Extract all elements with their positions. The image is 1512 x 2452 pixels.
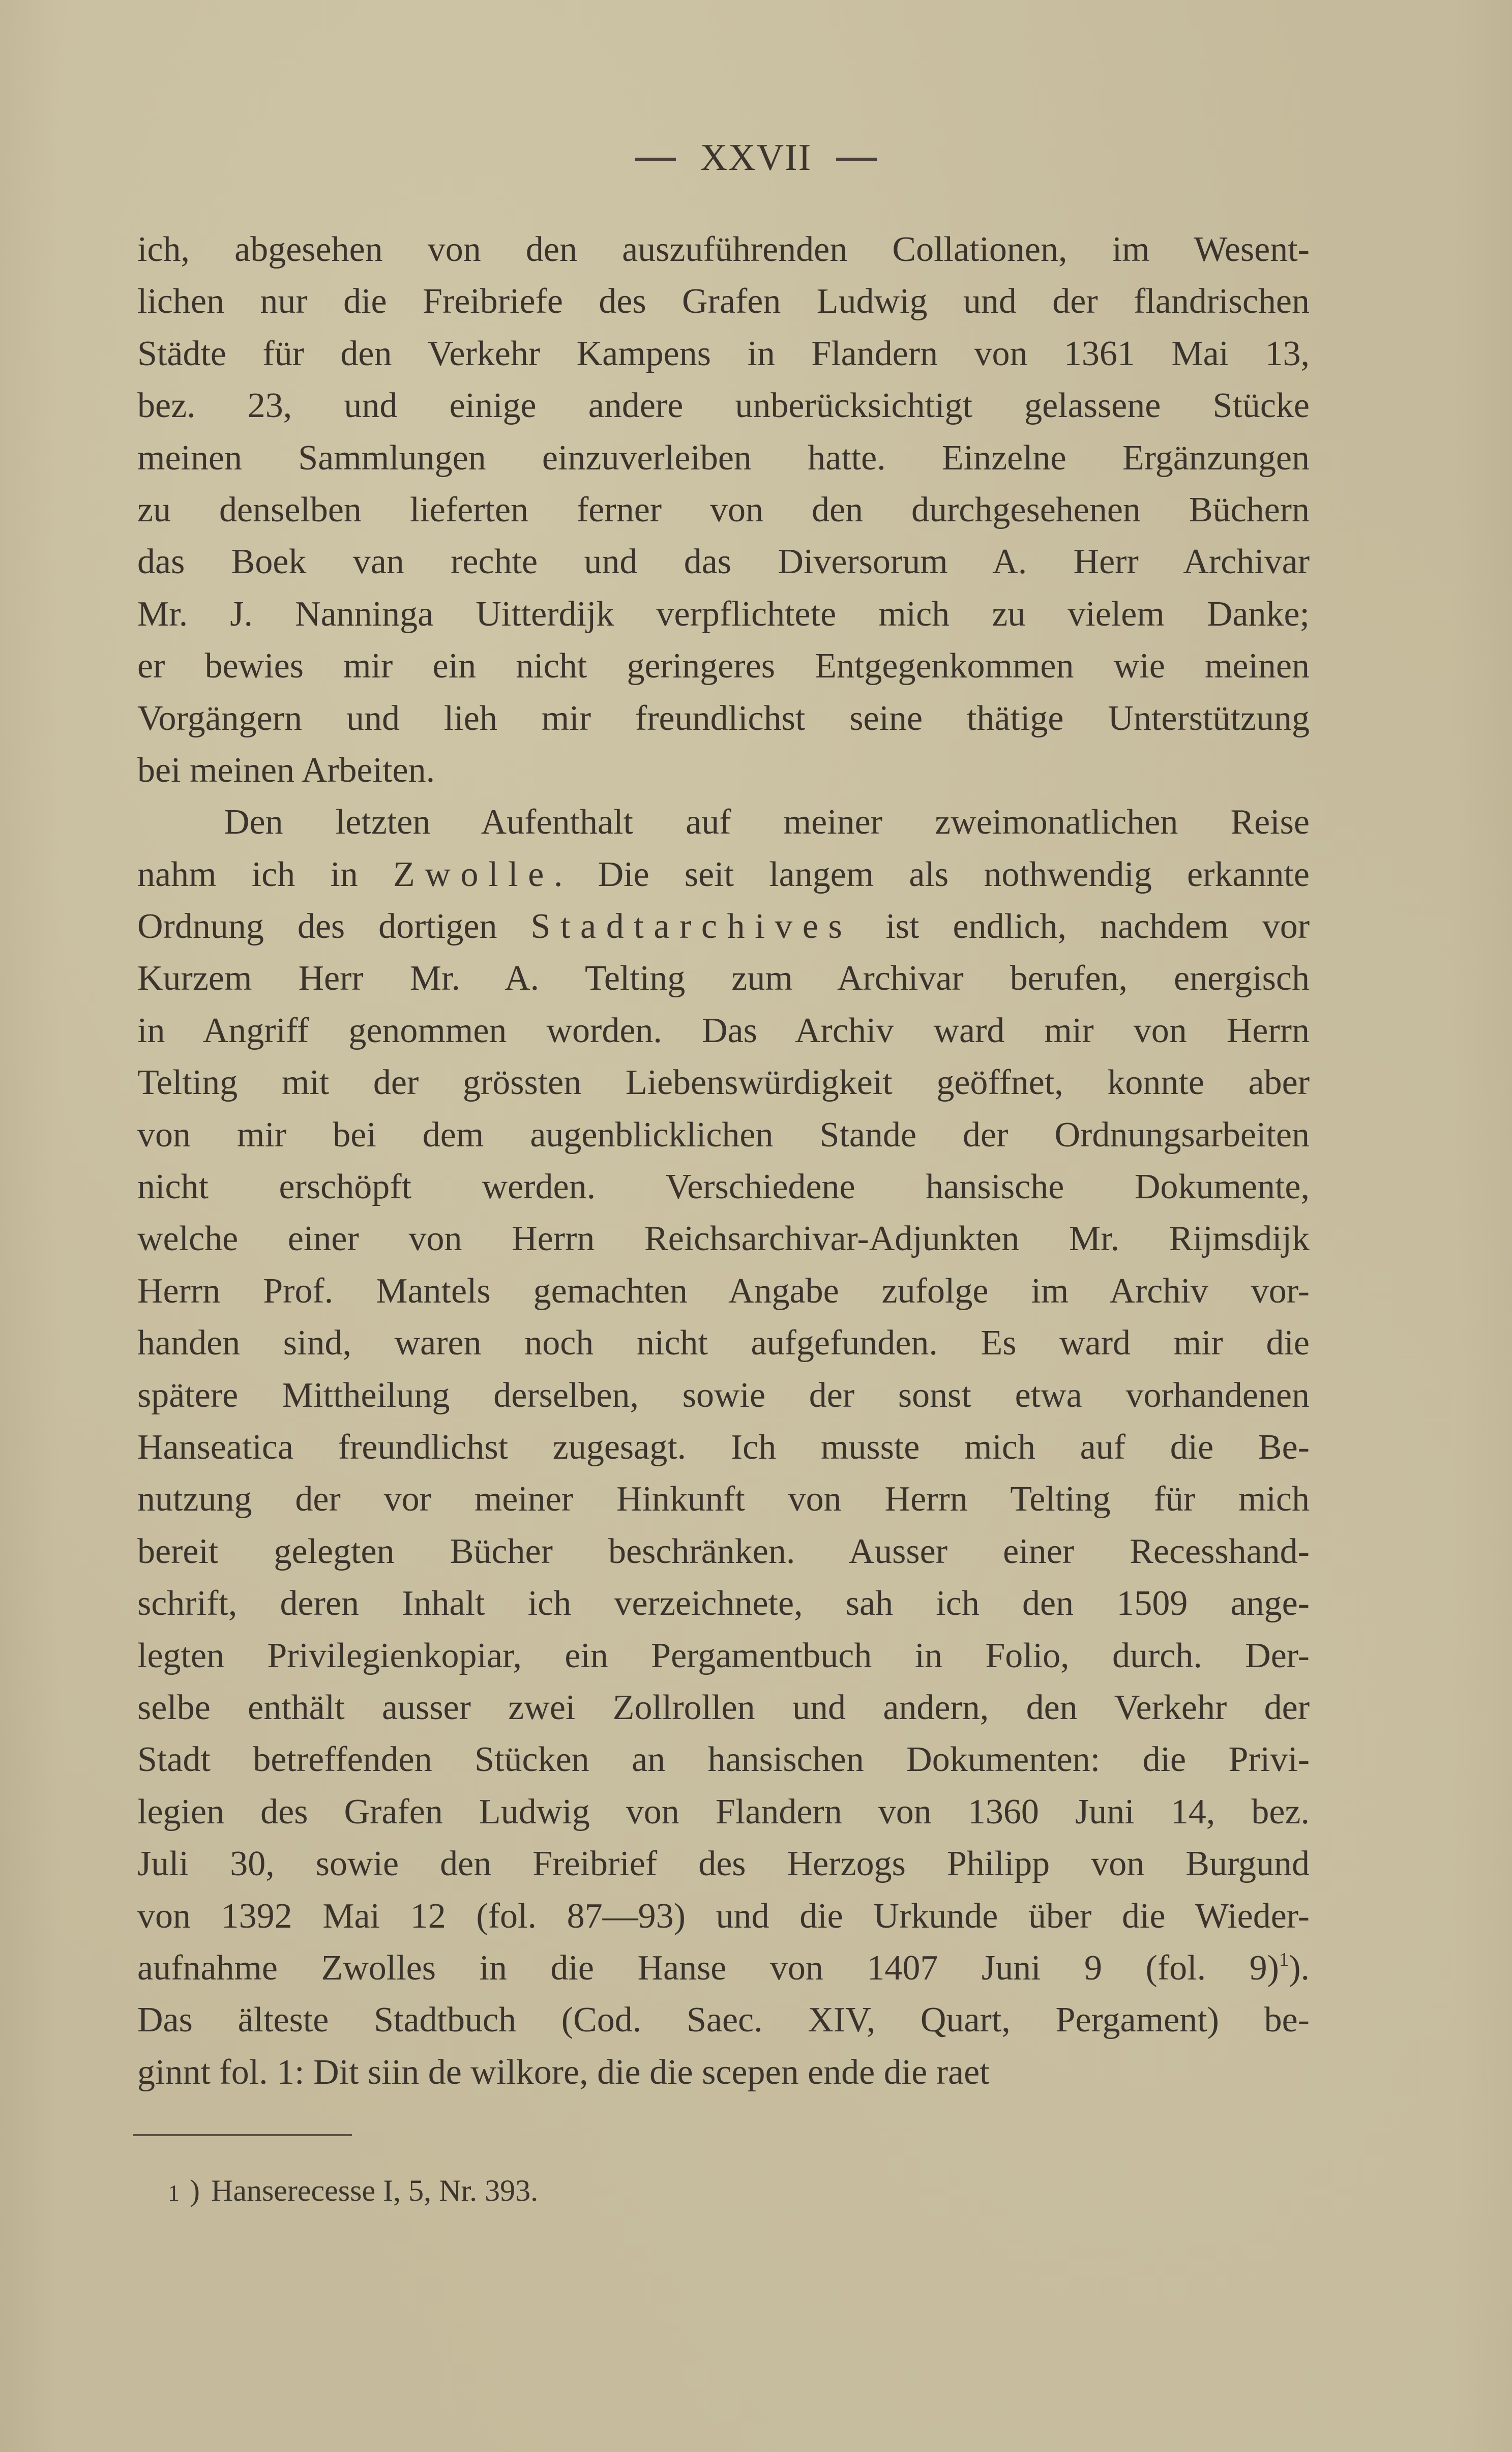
text-line: legten Privilegienkopiar, ein Pergamentbuch in Folio, durch. Der-: [137, 1636, 1310, 1675]
left-dash: [635, 158, 676, 161]
running-head: [0, 136, 1512, 180]
text-line: nutzung der vor meiner Hinkunft von Herrn Telting für mich: [137, 1480, 1310, 1519]
text-line: lichen nur die Freibriefe des Grafen Ludwig und der flandrischen: [137, 282, 1310, 321]
text-line: Hanseatica freundlichst zugesagt. Ich musste mich auf die Be-: [137, 1427, 1310, 1467]
text-line: von 1392 Mai 12 (fol. 87—93) und die Urkunde über die Wieder-: [137, 1896, 1310, 1936]
text-line: aufnahme Zwolles in die Hanse von 1407 Juni 9 (fol. 9)$^1$).: [137, 1948, 1310, 1988]
text-line: legien des Grafen Ludwig von Flandern von 1360 Juni 14, bez.: [137, 1792, 1310, 1831]
text-line: ich, abgesehen von den auszuführenden Collationen, im Wesent-: [137, 230, 1310, 269]
text-line: Mr. J. Nanninga Uitterdijk verpflichtete mich zu vielem Danke;: [137, 594, 1310, 634]
text-line: Städte für den Verkehr Kampens in Flandern von 1361 Mai 13,: [137, 334, 1310, 373]
text-line: Den letzten Aufenthalt auf meiner zweimonatlichen Reise: [224, 803, 1310, 842]
spaced-emphasis: Zwolle: [393, 854, 554, 894]
text-line: ginnt fol. 1: Dit siin de wilkore, die die scepen ende die raet: [137, 2052, 990, 2092]
footnote-paren: ): [190, 2174, 200, 2207]
text-line: nahm ich in Zwolle. Die seit langem als nothwendig erkannte: [137, 854, 1310, 894]
text-line: in Angriff genommen worden. Das Archiv ward mir von Herrn: [137, 1011, 1310, 1050]
text-line: welche einer von Herrn Reichsarchivar-Adjunkten Mr. Rijmsdijk: [137, 1219, 1310, 1259]
page-number: XXVII: [700, 137, 812, 179]
text-line: Das älteste Stadtbuch (Cod. Saec. XIV, Quart, Pergament) be-: [137, 2000, 1310, 2040]
text-line: Juli 30, sowie den Freibrief des Herzogs Philipp von Burgund: [137, 1844, 1310, 1884]
spaced-emphasis: Stadtarchives: [530, 907, 852, 947]
text-line: Stadt betreffenden Stücken an hansischen Dokumenten: die Privi-: [137, 1740, 1310, 1780]
text-line: bei meinen Arbeiten.: [137, 750, 435, 790]
text-line: er bewies mir ein nicht geringeres Entgegenkommen wie meinen: [137, 646, 1310, 686]
text-line: bereit gelegten Bücher beschränken. Ausser einer Recesshand-: [137, 1531, 1310, 1571]
text-line: zu denselben lieferten ferner von den durchgesehenen Büchern: [137, 490, 1310, 529]
text-line: das Boek van rechte und das Diversorum A. Herr Archivar: [137, 542, 1310, 582]
footnote-reference[interactable]: 1: [1279, 1948, 1289, 1970]
text-line: Vorgängern und lieh mir freundlichst seine thätige Unterstützung: [137, 698, 1310, 738]
paragraph-1: [137, 224, 1310, 796]
text-line: nicht erschöpft werden. Verschiedene hansische Dokumente,: [137, 1167, 1310, 1207]
text-line: bez. 23, und einige andere unberücksichtigt gelassene Stücke: [137, 386, 1310, 426]
text-line: Kurzem Herr Mr. A. Telting zum Archivar berufen, energisch: [137, 959, 1310, 998]
text-line: handen sind, waren noch nicht aufgefunden. Es ward mir die: [137, 1323, 1310, 1363]
footnote-1: [168, 2168, 538, 2216]
text-line: selbe enthält ausser zwei Zollrollen und andern, den Verkehr der: [137, 1688, 1310, 1727]
text-line: Telting mit der grössten Liebenswürdigkeit geöffnet, konnte aber: [137, 1063, 1310, 1103]
text-line: Herrn Prof. Mantels gemachten Angabe zufolge im Archiv vor-: [137, 1271, 1310, 1311]
paragraph-2: [137, 796, 1310, 2099]
text-line: Ordnung des dortigen Stadtarchives ist endlich, nachdem vor: [137, 907, 1310, 947]
text-line: schrift, deren Inhalt ich verzeichnete, sah ich den 1509 ange-: [137, 1584, 1310, 1623]
text-line: spätere Mittheilung derselben, sowie der sonst etwa vorhandenen: [137, 1375, 1310, 1415]
footnote-marker: 1: [168, 2180, 180, 2206]
text-line: meinen Sammlungen einzuverleiben hatte. Einzelne Ergänzungen: [137, 438, 1310, 478]
footnote-separator: [133, 2134, 352, 2136]
body-text: [137, 224, 1310, 2099]
right-dash: [836, 158, 877, 161]
footnote-text: Hanserecesse I, 5, Nr. 393.: [211, 2174, 539, 2207]
text-line: von mir bei dem augenblicklichen Stande der Ordnungsarbeiten: [137, 1115, 1310, 1155]
